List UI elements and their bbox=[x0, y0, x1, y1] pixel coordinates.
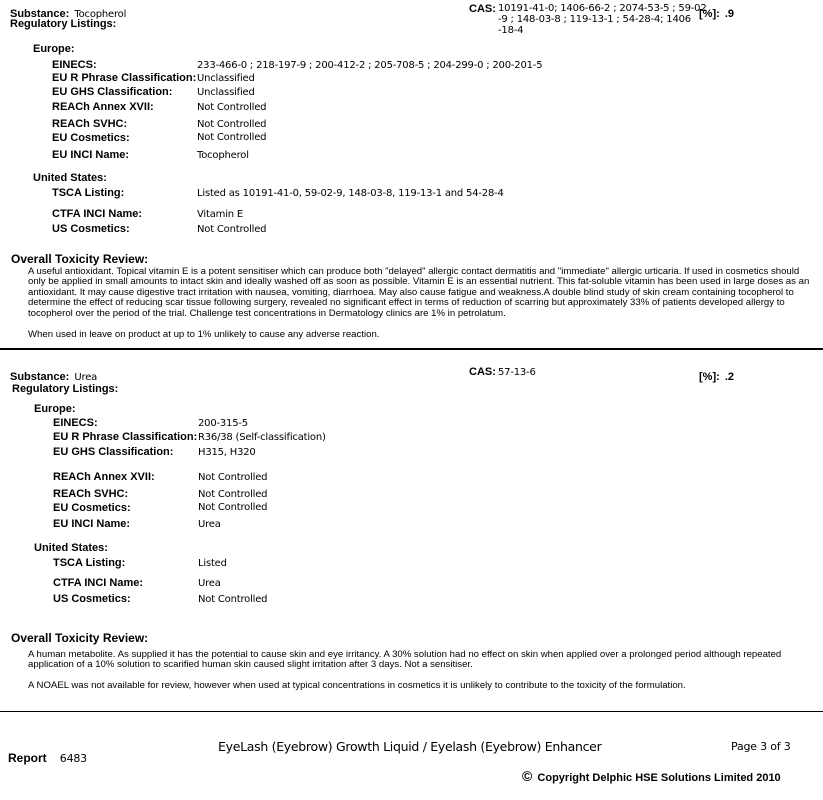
toxicity-review-heading: Overall Toxicity Review: bbox=[11, 631, 149, 645]
reach-svhc-label: REACh SVHC: bbox=[52, 118, 128, 130]
cas-line-3: -18-4 bbox=[498, 25, 524, 36]
percent-field bbox=[699, 4, 734, 20]
eu-ghs-label: EU GHS Classification: bbox=[52, 86, 173, 98]
us-cosmetics-value: Not Controlled bbox=[198, 594, 268, 605]
toxicity-review-conclusion: When used in leave on product at up to 1% unlikely to cause any adverse reaction. bbox=[28, 329, 380, 340]
cas-value: 57-13-6 bbox=[498, 367, 536, 378]
eu-ghs-value: Unclassified bbox=[197, 87, 255, 98]
reach-svhc-value: Not Controlled bbox=[198, 489, 268, 500]
eu-r-phrase-label: EU R Phrase Classification: bbox=[53, 431, 198, 443]
report-label: Report bbox=[8, 751, 47, 765]
ctfa-inci-label: CTFA INCI Name: bbox=[53, 577, 144, 589]
united-states-heading: United States: bbox=[34, 542, 108, 554]
footer-divider bbox=[0, 711, 823, 712]
substance-label: Substance: bbox=[10, 371, 70, 383]
substance-header bbox=[10, 367, 97, 383]
section-divider bbox=[0, 348, 823, 350]
eu-r-phrase-value: Unclassified bbox=[197, 73, 255, 84]
cas-line-1: 10191-41-0; 1406-66-2 ; 2074-53-5 ; 59-02 bbox=[498, 3, 707, 14]
substance-name: Urea bbox=[74, 372, 98, 383]
copyright bbox=[522, 768, 781, 784]
ctfa-inci-label: CTFA INCI Name: bbox=[52, 208, 143, 220]
eu-inci-value: Urea bbox=[198, 519, 221, 530]
substance-label: Substance: bbox=[10, 8, 70, 20]
reach-annex-value: Not Controlled bbox=[198, 472, 268, 483]
us-cosmetics-label: US Cosmetics: bbox=[53, 593, 131, 605]
percent-label: [%]: bbox=[699, 8, 720, 20]
tsca-value: Listed bbox=[198, 558, 227, 569]
tsca-value: Listed as 10191-41-0, 59-02-9, 148-03-8, 119-13-1 and 54-28-4 bbox=[197, 188, 504, 199]
einecs-label: EINECS: bbox=[53, 417, 98, 429]
eu-ghs-label: EU GHS Classification: bbox=[53, 446, 174, 458]
einecs-value: 200-315-5 bbox=[198, 418, 248, 429]
percent-value: .9 bbox=[724, 8, 735, 20]
einecs-label: EINECS: bbox=[52, 59, 97, 71]
percent-value: .2 bbox=[724, 371, 735, 383]
percent-label: [%]: bbox=[699, 371, 720, 383]
reach-annex-label: REACh Annex XVII: bbox=[52, 101, 154, 113]
toxicity-review-heading: Overall Toxicity Review: bbox=[11, 252, 149, 266]
copyright-text: Copyright Delphic HSE Solutions Limited 2010 bbox=[537, 772, 781, 784]
substance-name: Tocopherol bbox=[74, 9, 127, 20]
einecs-value: 233-466-0 ; 218-197-9 ; 200-412-2 ; 205-708-5 ; 204-299-0 ; 200-201-5 bbox=[197, 60, 543, 71]
regulatory-listings-heading: Regulatory Listings: bbox=[12, 383, 119, 395]
eu-cosmetics-value: Not Controlled bbox=[198, 502, 268, 513]
europe-heading: Europe: bbox=[34, 403, 76, 415]
page-number: Page 3 of 3 bbox=[731, 740, 791, 753]
regulatory-listings-heading: Regulatory Listings: bbox=[10, 18, 117, 30]
ctfa-inci-value: Urea bbox=[198, 578, 221, 589]
toxicity-review-conclusion: A NOAEL was not available for review, however when used at typical concentrations in cosmetics it is unlikely to contribute to the toxicity of the formulation. bbox=[28, 680, 686, 691]
eu-cosmetics-value: Not Controlled bbox=[197, 132, 267, 143]
cas-label: CAS: bbox=[469, 366, 496, 378]
toxicity-review-paragraph: A useful antioxidant. Topical vitamin E is a potent sensitiser which can produce both "delayed" allergic contact dermatitis and "immediate" allergic urticaria. If used in cosmetics should only be applied in small amounts to intact skin and ideally washed off as soon as possible. Vitamin E is an essential nutrient. This fat-soluble vitamin has been used in large doses as an antioxidant. It may cause digestive tract irritation with nausea, vomiting, diarrhoea. May also cause fatigue and weakness.A double blind study of skin cream containing tocopherol to determine the effect of reducing scar tissue following surgery, revealed no significant effect in terms of reduction of scarring but approximately 33% of patients developed allergy to tocopherol over the period of the trial. Challenge test concentrations in Dermatology clinics are 1% in petrolatum. bbox=[28, 266, 810, 319]
percent-field bbox=[699, 367, 734, 383]
reach-svhc-label: REACh SVHC: bbox=[53, 488, 129, 500]
reach-annex-label: REACh Annex XVII: bbox=[53, 471, 155, 483]
eu-inci-label: EU INCI Name: bbox=[53, 518, 131, 530]
eu-inci-value: Tocopherol bbox=[197, 150, 249, 161]
report-number bbox=[8, 749, 87, 765]
tsca-label: TSCA Listing: bbox=[52, 187, 125, 199]
us-cosmetics-value: Not Controlled bbox=[197, 224, 267, 235]
us-cosmetics-label: US Cosmetics: bbox=[52, 223, 130, 235]
product-title: EyeLash (Eyebrow) Growth Liquid / Eyelash (Eyebrow) Enhancer bbox=[218, 739, 602, 754]
cas-line-2: -9 ; 148-03-8 ; 119-13-1 ; 54-28-4; 1406 bbox=[498, 14, 691, 25]
europe-heading: Europe: bbox=[33, 43, 75, 55]
eu-r-phrase-value: R36/38 (Self-classification) bbox=[198, 432, 326, 443]
eu-cosmetics-label: EU Cosmetics: bbox=[52, 132, 130, 144]
united-states-heading: United States: bbox=[33, 172, 107, 184]
copyright-icon: © bbox=[522, 768, 533, 784]
report-number-value: 6483 bbox=[59, 752, 87, 765]
ctfa-inci-value: Vitamin E bbox=[197, 209, 244, 220]
reach-annex-value: Not Controlled bbox=[197, 102, 267, 113]
eu-inci-label: EU INCI Name: bbox=[52, 149, 130, 161]
eu-r-phrase-label: EU R Phrase Classification: bbox=[52, 72, 197, 84]
cas-label: CAS: bbox=[469, 3, 496, 15]
tsca-label: TSCA Listing: bbox=[53, 557, 126, 569]
reach-svhc-value: Not Controlled bbox=[197, 119, 267, 130]
eu-ghs-value: H315, H320 bbox=[198, 447, 256, 458]
toxicity-review-paragraph: A human metabolite. As supplied it has the potential to cause skin and eye irritancy. A 30% solution had no effect on skin when applied over a prolonged period although repeated application of a 10% solution to scarified human skin caused slight irritation after 3 days. Not a sensitiser. bbox=[28, 649, 782, 671]
eu-cosmetics-label: EU Cosmetics: bbox=[53, 502, 131, 514]
